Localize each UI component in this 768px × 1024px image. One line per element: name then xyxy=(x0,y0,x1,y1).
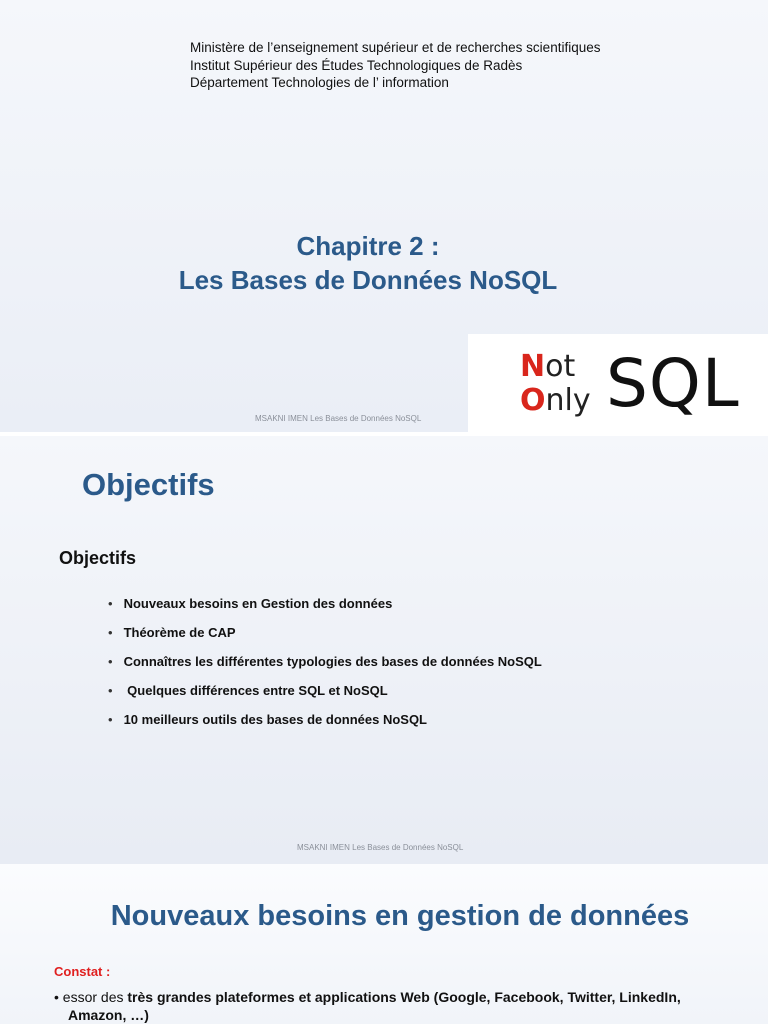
department-line: Département Technologies de l’ information xyxy=(190,75,449,90)
list-item: • 10 meilleurs outils des bases de données NoSQL xyxy=(108,712,542,741)
list-item: • Nouveaux besoins en Gestion des données xyxy=(108,596,542,625)
slide-footer: MSAKNI IMEN Les Bases de Données NoSQL xyxy=(255,414,422,423)
constat-label: Constat : xyxy=(54,964,111,979)
chapter-name: Les Bases de Données NoSQL xyxy=(178,265,558,295)
logo-only: Only xyxy=(520,383,591,418)
institute-line: Institut Supérieur des Études Technologiques de Radès xyxy=(190,57,523,73)
slide-objectifs xyxy=(0,436,768,864)
objectifs-title: Objectifs xyxy=(82,467,215,502)
paragraph-prefix: essor des xyxy=(58,989,128,1005)
ministry-line: Ministère de l’enseignement supérieur et de recherches scientifiques xyxy=(190,40,601,55)
objectifs-subtitle: Objectifs xyxy=(59,548,137,568)
list-item: • Connaîtres les différentes typologies des bases de données NoSQL xyxy=(108,654,542,683)
list-item: • Théorème de CAP xyxy=(108,625,542,654)
bullet: • xyxy=(54,989,59,1005)
chapter-number: Chapitre 2 : xyxy=(296,231,440,261)
paragraph-bold-cont: Amazon, …) xyxy=(68,1007,149,1023)
list-item: • Quelques différences entre SQL et NoSQL xyxy=(108,683,542,712)
slide-nouveaux-besoins xyxy=(0,864,768,1024)
logo-sql: SQL xyxy=(606,345,740,422)
nosql-logo xyxy=(468,334,768,432)
slide-footer: MSAKNI IMEN Les Bases de Données NoSQL xyxy=(297,843,464,852)
slide-title xyxy=(0,0,768,432)
institution-header xyxy=(190,39,600,92)
paragraph-bold: très grandes plateformes et applications Web (Google, Facebook, Twitter, LinkedIn, xyxy=(127,989,681,1005)
chapter-title xyxy=(0,229,736,297)
besoins-title: Nouveaux besoins en gestion de données xyxy=(110,900,690,932)
logo-not: Not xyxy=(520,349,576,384)
objectifs-list xyxy=(108,596,542,741)
constat-paragraph xyxy=(54,988,744,1024)
